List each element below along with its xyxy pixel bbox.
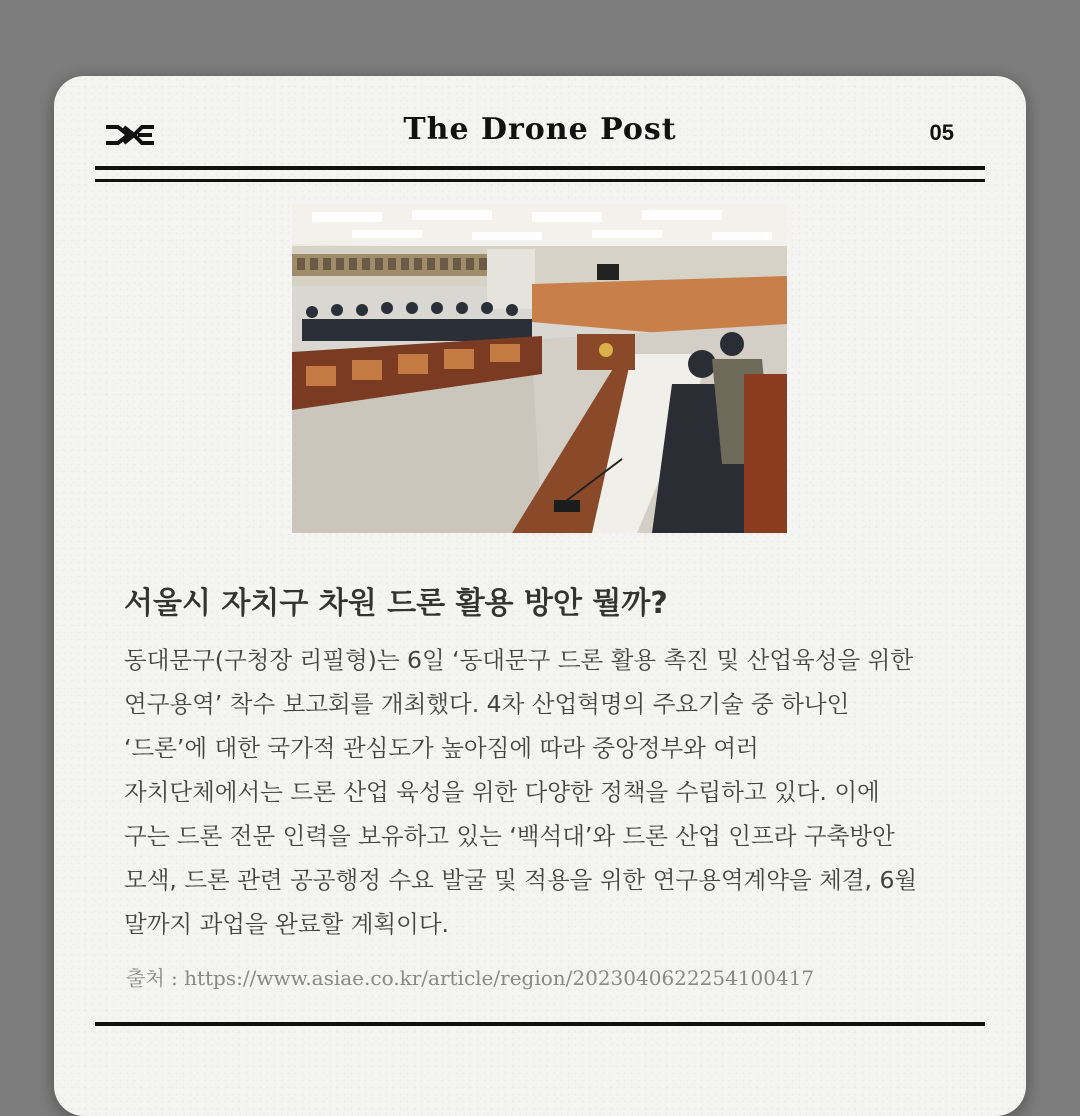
article-photo [292, 204, 787, 533]
source-citation: 출처 : https://www.asiae.co.kr/article/region/2023040622254100417 [126, 966, 815, 990]
body-line: 연구용역’ 착수 보고회를 개최했다. 4차 산업혁명의 주요기술 중 하나인 [124, 690, 850, 718]
header-rule-bottom [95, 179, 985, 182]
article-headline: 서울시 자치구 차원 드론 활용 방안 뭘까? [124, 586, 668, 621]
header-rule-top [95, 166, 985, 170]
masthead-title: The Drone Post [403, 112, 677, 147]
footer-rule [95, 1022, 985, 1026]
body-line: 구는 드론 전문 인력을 보유하고 있는 ‘백석대’와 드론 산업 인프라 구축방안 [124, 822, 895, 850]
conference-room-photo [292, 204, 787, 533]
body-line: 자치단체에서는 드론 산업 육성을 위한 다양한 정책을 수립하고 있다. 이에 [124, 778, 880, 806]
body-line: ‘드론’에 대한 국가적 관심도가 높아짐에 따라 중앙정부와 여러 [124, 734, 759, 762]
body-line: 동대문구(구청장 리필형)는 6일 ‘동대문구 드론 활용 촉진 및 산업육성을 위한 [124, 646, 914, 674]
body-line: 말까지 과업을 완료할 계획이다. [124, 910, 449, 938]
page-card [54, 76, 1026, 1116]
page-number: 05 [929, 120, 954, 145]
article-body [124, 638, 964, 946]
body-line: 모색, 드론 관련 공공행정 수요 발굴 및 적용을 위한 연구용역계약을 체결, 6월 [124, 866, 918, 894]
